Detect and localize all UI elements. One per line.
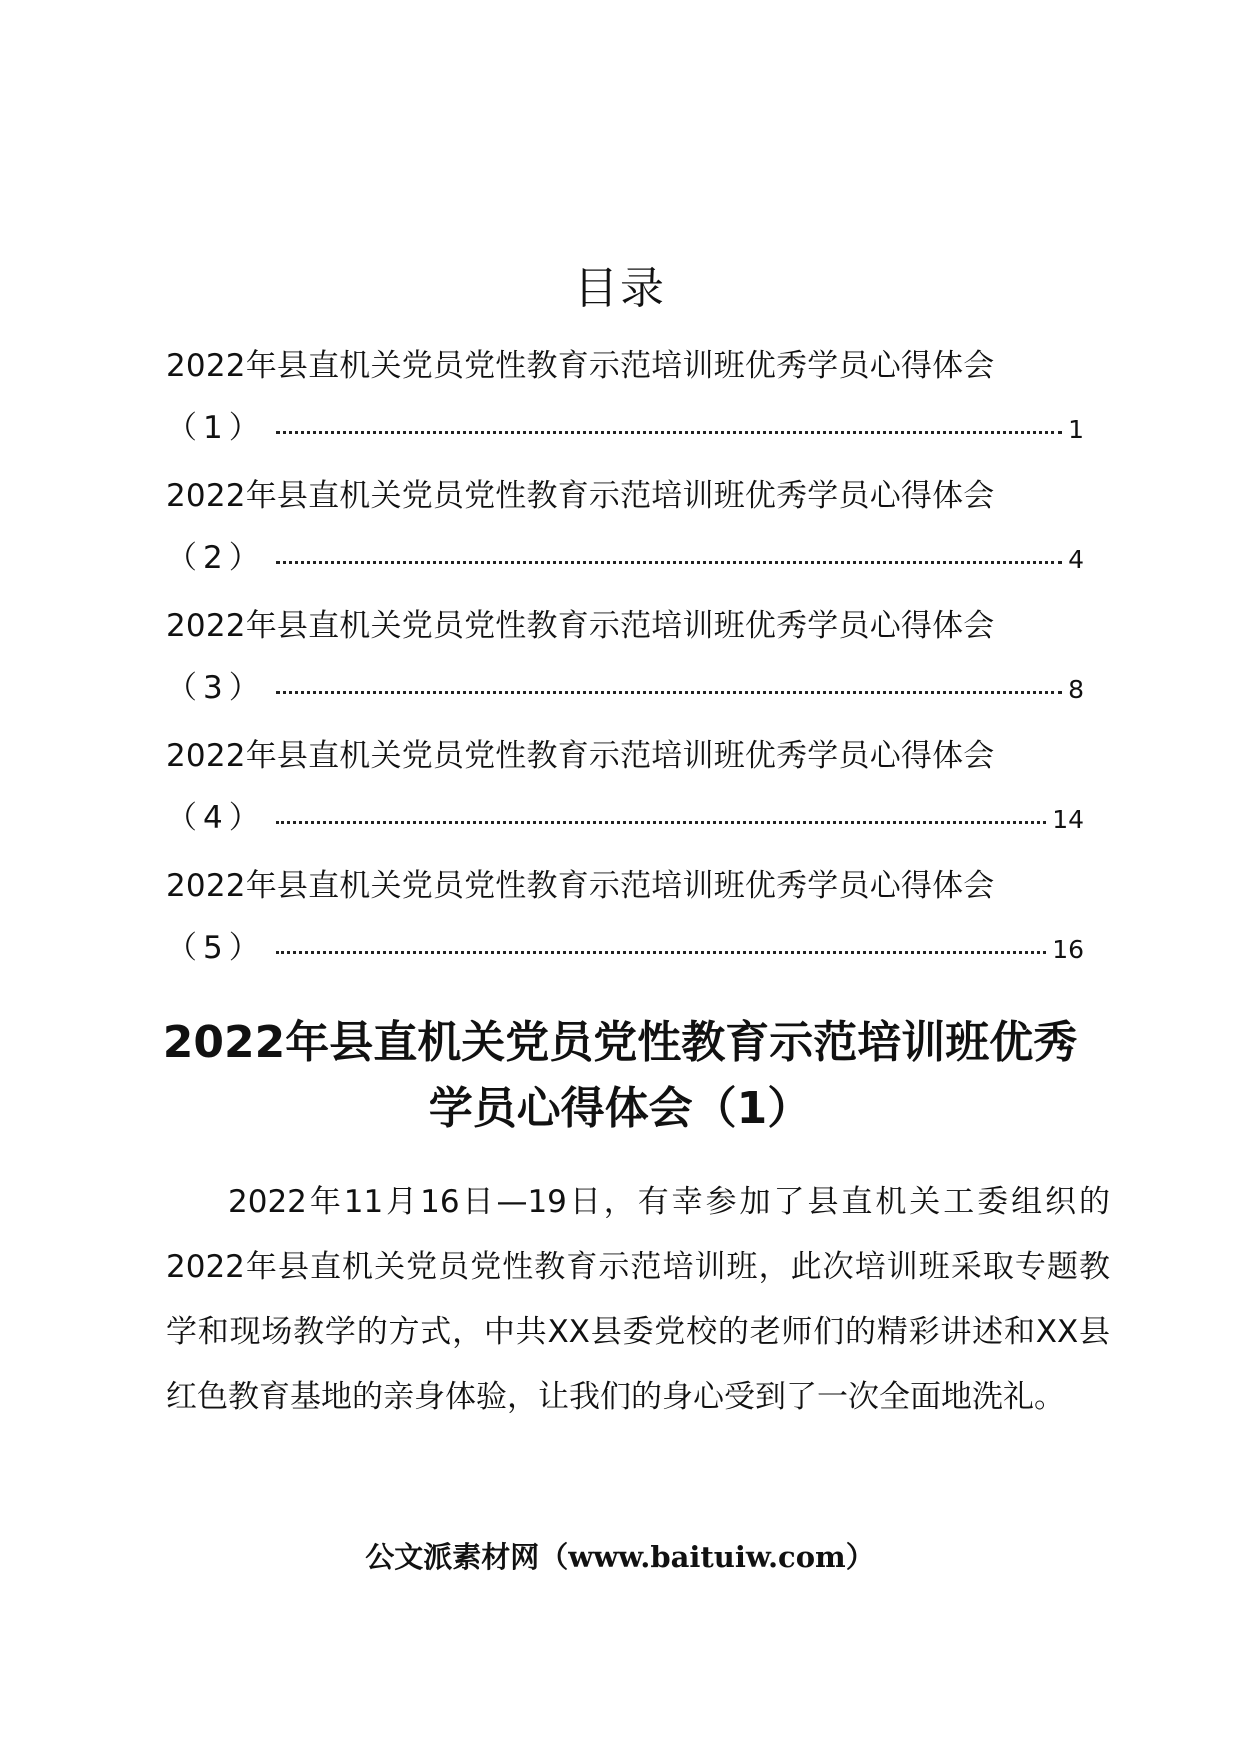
- toc-entry-title: 2022年县直机关党员党性教育示范培训班优秀学员心得体会: [166, 478, 995, 514]
- toc-entry-title: 2022年县直机关党员党性教育示范培训班优秀学员心得体会: [166, 868, 995, 904]
- toc-entry-leader-line: [166, 792, 1084, 837]
- footer-source: 公文派素材网（www.baituiw.com）: [365, 1540, 875, 1574]
- toc-entry-leader-line: [166, 922, 1084, 967]
- toc-dot-leader: [276, 401, 1062, 434]
- article-paragraph: 2022年11月16日—19日，有幸参加了县直机关工委组织的2022年县直机关党员党性教育示范培训班，此次培训班采取专题教学和现场教学的方式，中共XX县委党校的老师们的精彩讲述和XX县红色教育基地的亲身体验，让我们的身心受到了一次全面地洗礼。: [166, 1184, 1110, 1415]
- toc-entry-title: 2022年县直机关党员党性教育示范培训班优秀学员心得体会: [166, 348, 995, 384]
- article-title-line-1: 2022年县直机关党员党性教育示范培训班优秀: [162, 1017, 1078, 1068]
- toc-entry-page: 16: [1052, 935, 1084, 964]
- toc-dot-leader: [276, 791, 1046, 824]
- toc-title: 目录: [574, 263, 666, 314]
- toc-entry-number: （4）: [166, 800, 266, 836]
- toc-entry[interactable]: [166, 470, 1084, 600]
- toc-entry-page: 8: [1068, 675, 1084, 704]
- toc-entry[interactable]: [166, 730, 1084, 860]
- toc-entry-leader-line: [166, 662, 1084, 707]
- toc-entry-title: 2022年县直机关党员党性教育示范培训班优秀学员心得体会: [166, 608, 995, 644]
- toc-entry-leader-line: [166, 532, 1084, 577]
- toc-entry-title: 2022年县直机关党员党性教育示范培训班优秀学员心得体会: [166, 738, 995, 774]
- toc-entry-number: （5）: [166, 930, 266, 966]
- table-of-contents: [166, 340, 1084, 990]
- toc-entry-leader-line: [166, 402, 1084, 447]
- toc-entry[interactable]: [166, 860, 1084, 990]
- article-title-line-2: 学员心得体会（1）: [428, 1083, 812, 1134]
- toc-entry[interactable]: [166, 340, 1084, 470]
- toc-entry-number: （2）: [166, 540, 266, 576]
- toc-dot-leader: [276, 921, 1046, 954]
- toc-entry-number: （1）: [166, 410, 266, 446]
- toc-dot-leader: [276, 531, 1062, 564]
- toc-dot-leader: [276, 661, 1062, 694]
- toc-entry-number: （3）: [166, 670, 266, 706]
- article-title: [0, 1010, 1240, 1142]
- toc-entry-page: 1: [1068, 415, 1084, 444]
- toc-entry-page: 14: [1052, 805, 1084, 834]
- toc-entry-page: 4: [1068, 545, 1084, 574]
- toc-entry[interactable]: [166, 600, 1084, 730]
